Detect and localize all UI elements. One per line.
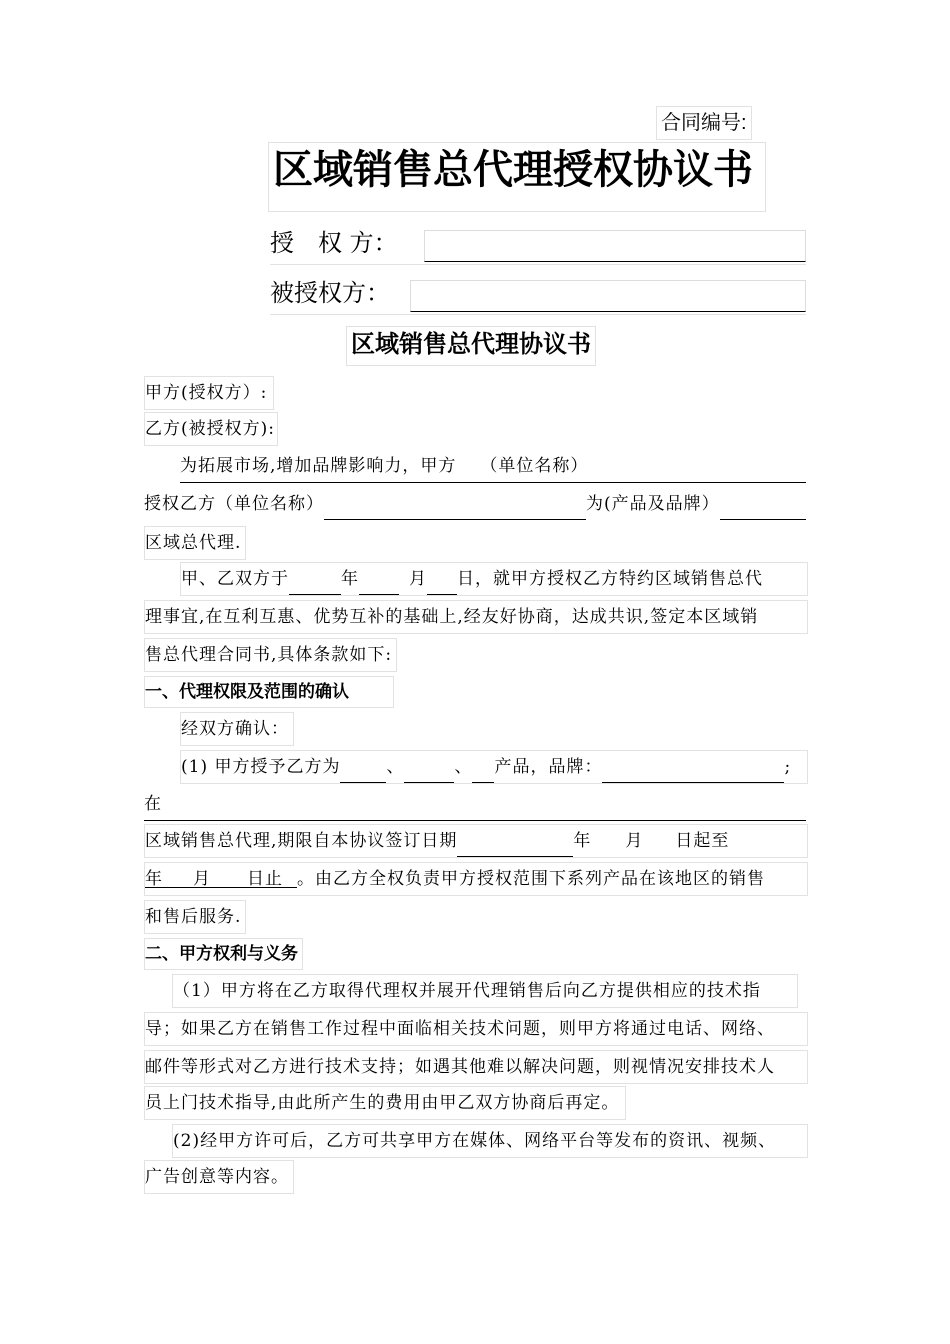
section-2-p1-line-3: 邮件等形式对乙方进行技术支持；如遇其他难以解决问题，则视情况安排技术人	[144, 1050, 808, 1084]
date-line-2: 理事宜,在互利互惠、优势互补的基础上,经友好协商，达成共识,签定本区域销	[144, 600, 808, 634]
period-month-label: 月	[625, 831, 644, 851]
section-2-heading: 二、甲方权利与义务	[144, 938, 303, 970]
separator-1: 、	[386, 757, 405, 777]
contract-number-label: 合同编号:	[656, 106, 752, 140]
grantee-unit-blank[interactable]	[324, 501, 586, 520]
confirm-line: 经双方确认：	[180, 712, 294, 746]
section-1-heading: 一、代理权限及范围的确认	[144, 676, 394, 708]
section-2-p2-line-2: 广告创意等内容。	[144, 1160, 294, 1194]
grantor-field[interactable]	[424, 230, 806, 262]
section-2-p1-line-2: 导；如果乙方在销售工作过程中面临相关技术问题，则甲方将通过电话、网络、	[144, 1012, 808, 1046]
brand-blank[interactable]	[602, 764, 784, 783]
agreement-title: 区域销售总代理协议书	[346, 326, 596, 366]
end-month-label: 月	[193, 869, 211, 889]
date-line-3: 售总代理合同书,具体条款如下:	[144, 638, 397, 672]
scope-text: 。由乙方全权负责甲方授权范围下系列产品在该地区的销售	[297, 869, 765, 889]
item-1-text: (1) 甲方授予乙方为	[181, 757, 341, 777]
brand-label: 产品，品牌：	[494, 757, 603, 777]
region-line[interactable]	[144, 788, 806, 821]
party-a-label: 甲方(授权方）:	[144, 376, 274, 410]
section-2-p2-line-1: (2)经甲方许可后，乙方可共享甲方在媒体、网络平台等发布的资讯、视频、	[172, 1124, 808, 1158]
product-brand-blank[interactable]	[720, 501, 806, 520]
intro-text-2a: 授权乙方（单位名称）	[144, 494, 324, 514]
sign-month-blank[interactable]	[359, 576, 399, 595]
period-text: 区域销售总代理,期限自本协议签订日期	[145, 831, 458, 851]
sign-day-blank[interactable]	[427, 576, 457, 595]
date-line-1	[180, 562, 808, 596]
period-line	[144, 824, 808, 858]
grantee-label: 被授权方：	[270, 279, 390, 307]
date-text-d: 日，就甲方授权乙方特约区域销售总代	[457, 569, 763, 589]
intro-text-1a: 为拓展市场,增加品牌影响力，甲方	[180, 456, 457, 476]
grantee-row	[270, 278, 806, 315]
party-b-label: 乙方(被授权方):	[144, 412, 278, 446]
intro-line-3: 区域总代理.	[144, 526, 246, 560]
in-label: 在	[144, 794, 162, 814]
sign-year-blank[interactable]	[289, 576, 341, 595]
grantor-row	[270, 228, 806, 265]
grantee-field[interactable]	[410, 280, 806, 312]
end-day-label: 日止	[247, 869, 283, 889]
period-day-label: 日起至	[675, 831, 730, 851]
grantor-label: 授 权 方：	[270, 229, 398, 257]
period-year-label: 年	[573, 831, 592, 851]
product-blank-1[interactable]	[340, 764, 386, 783]
date-text-a: 甲、乙双方于	[181, 569, 289, 589]
start-date-blank[interactable]	[457, 838, 573, 857]
product-blank-2[interactable]	[404, 764, 454, 783]
end-date-blank[interactable]	[145, 863, 297, 888]
month-label: 月	[409, 569, 427, 589]
main-title: 区域销售总代理授权协议书	[268, 142, 766, 212]
year-label: 年	[341, 569, 359, 589]
intro-unit-name-a: （单位名称）	[480, 456, 589, 476]
semicolon: ;	[784, 757, 792, 777]
item-1-line	[180, 750, 808, 784]
intro-text-2b: 为(产品及品牌）	[586, 494, 720, 514]
end-year-label: 年	[145, 869, 163, 889]
scope-line	[144, 862, 808, 896]
intro-line-2	[144, 488, 806, 520]
section-2-p1-line-4: 员上门技术指导,由此所产生的费用由甲乙双方协商后再定。	[144, 1086, 626, 1120]
product-blank-3[interactable]	[472, 764, 494, 783]
scope-line-2: 和售后服务.	[144, 900, 246, 934]
section-2-p1-line-1: （1）甲方将在乙方取得代理权并展开代理销售后向乙方提供相应的技术指	[172, 974, 798, 1008]
intro-line-1	[180, 450, 806, 483]
separator-2: 、	[454, 757, 473, 777]
